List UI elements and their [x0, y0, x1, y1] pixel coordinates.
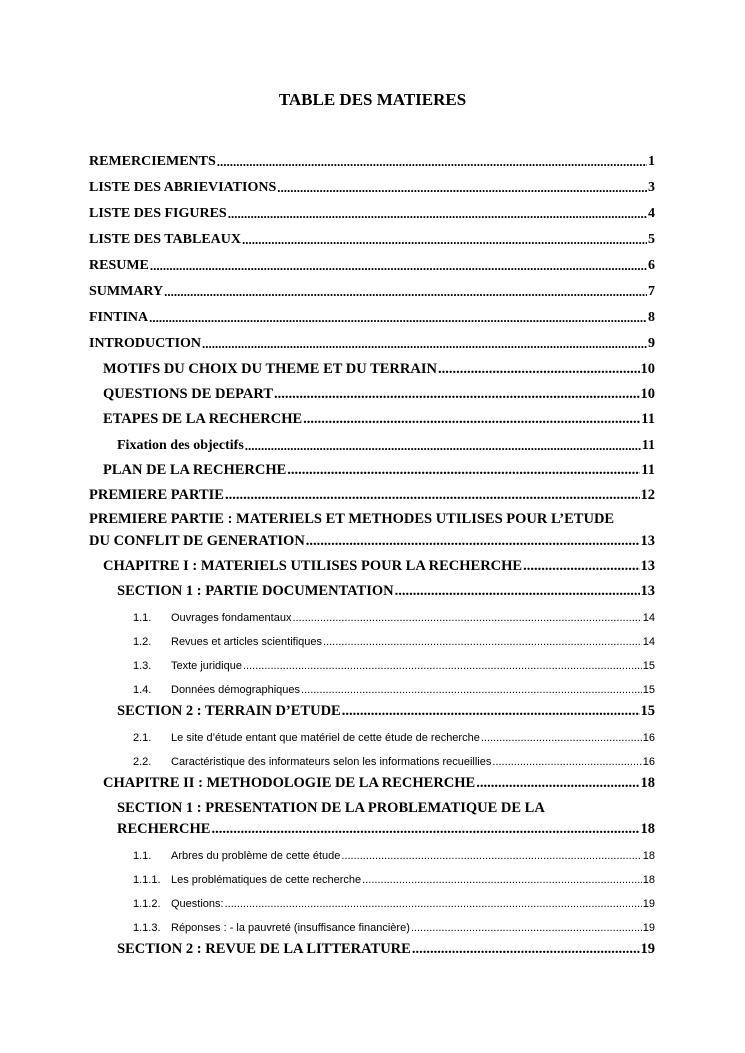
toc-page-number: 18	[642, 874, 655, 886]
toc-entry-1-2-revues[interactable]	[133, 628, 655, 648]
dot-leader	[412, 941, 640, 958]
toc-entry-label: Fixation des objectifs	[117, 438, 244, 453]
dot-leader	[245, 438, 641, 454]
page-title: TABLE DES MATIERES	[278, 90, 467, 109]
toc-page-number: 15	[642, 684, 655, 696]
dot-leader	[481, 732, 642, 744]
toc-entry-summary[interactable]	[89, 280, 655, 300]
toc-page-number: 5	[648, 232, 655, 247]
dot-leader	[438, 361, 640, 378]
toc-page-number: 11	[641, 462, 655, 478]
toc-page-number: 9	[648, 336, 655, 351]
toc-entry-number: 1.1.2.	[133, 898, 161, 910]
toc-entry-number: 1.3.	[133, 660, 152, 672]
toc-entry-1-1-arbres[interactable]	[133, 842, 655, 862]
dot-leader	[149, 310, 647, 326]
toc-page-number: 18	[642, 850, 655, 862]
dot-leader	[287, 462, 640, 479]
toc-page-number: 16	[642, 756, 655, 768]
toc-entry-section-2-revue[interactable]	[117, 938, 655, 958]
toc-entry-number: 1.1.	[133, 850, 152, 862]
toc-entry-number: 1.1.1.	[133, 874, 161, 886]
toc-entry-number: 1.1.	[133, 612, 152, 624]
toc-page-number: 14	[642, 612, 655, 624]
dot-leader	[225, 487, 640, 504]
toc-entry-label: Questions:	[171, 898, 224, 910]
toc-entry-label: SECTION 2 : REVUE DE LA LITTERATURE	[117, 941, 411, 957]
toc-entry-1-1-3-reponses[interactable]	[133, 914, 655, 934]
dot-leader	[341, 850, 641, 862]
toc-entry-chapitre-2[interactable]	[103, 772, 655, 792]
toc-entry-label: Les problématiques de cette recherche	[171, 874, 362, 886]
toc-entry-partie-line1[interactable]: PREMIERE PARTIE : MATERIELS ET METHODES UTILISES POUR L’ETUDE	[89, 511, 615, 527]
dot-leader	[323, 636, 642, 648]
toc-entry-questions-depart[interactable]	[103, 383, 655, 403]
dot-leader	[228, 206, 647, 222]
toc-entry-label: Le site d’étude entant que matériel de cette étude de recherche	[171, 732, 480, 744]
dot-leader	[292, 612, 641, 624]
dot-leader	[476, 775, 639, 792]
toc-page-number: 19	[642, 922, 655, 934]
toc-entry-2-2-informateurs[interactable]	[133, 748, 655, 768]
dot-leader	[225, 898, 642, 910]
toc-page-number: 12	[640, 487, 655, 503]
toc-page-number: 10	[640, 386, 655, 402]
dot-leader	[164, 284, 647, 300]
toc-entry-label: INTRODUCTION	[89, 336, 202, 351]
toc-entry-fixation-objectifs[interactable]	[117, 434, 655, 454]
toc-entry-label: Ouvrages fondamentaux	[171, 612, 292, 624]
dot-leader	[411, 922, 642, 934]
toc-entry-label: MOTIFS DU CHOIX DU THEME ET DU TERRAIN	[103, 361, 437, 377]
toc-page-number: 14	[642, 636, 655, 648]
toc-entry-resume[interactable]	[89, 254, 655, 274]
dot-leader	[242, 232, 647, 248]
toc-entry-1-4-donnees[interactable]	[133, 676, 655, 696]
toc-page-number: 13	[640, 558, 655, 574]
toc-entry-remerciements[interactable]	[89, 150, 655, 170]
toc-page-number: 11	[641, 411, 655, 427]
toc-page-number: 13	[640, 533, 655, 549]
toc-entry-1-1-1-problematiques[interactable]	[133, 866, 655, 886]
toc-entry-1-1-ouvrages[interactable]	[133, 604, 655, 624]
dot-leader	[243, 660, 642, 672]
toc-entry-label: ETAPES DE LA RECHERCHE	[103, 411, 303, 427]
toc-entry-label: LISTE DES TABLEAUX	[89, 232, 241, 247]
toc-entry-label: QUESTIONS DE DEPART	[103, 386, 274, 402]
toc-entry-number: 1.4.	[133, 684, 152, 696]
toc-entry-number: 2.2.	[133, 756, 152, 768]
toc-page-number: 6	[648, 258, 655, 273]
toc-entry-label: Revues et articles scientifiques	[171, 636, 323, 648]
toc-page-number: 16	[642, 732, 655, 744]
toc-page-number: 19	[642, 898, 655, 910]
toc-entry-number: 1.1.3.	[133, 922, 161, 934]
toc-page-number: 3	[648, 180, 655, 195]
dot-leader	[301, 684, 642, 696]
dot-leader	[395, 583, 640, 600]
dot-leader	[211, 821, 639, 838]
toc-entry-motifs[interactable]	[103, 358, 655, 378]
toc-page-number: 18	[640, 821, 655, 837]
dot-leader	[492, 756, 641, 768]
dot-leader	[202, 336, 647, 352]
toc-entry-1-3-texte[interactable]	[133, 652, 655, 672]
toc-page-number: 19	[640, 941, 655, 957]
toc-entry-label: SECTION 1 : PARTIE DOCUMENTATION	[117, 583, 394, 599]
toc-page-number: 18	[640, 775, 655, 791]
toc-entry-section-1-problematique[interactable]	[117, 818, 655, 838]
toc-entry-fintina[interactable]	[89, 306, 655, 326]
toc-entry-label: PREMIERE PARTIE	[89, 487, 224, 503]
dot-leader	[362, 874, 642, 886]
toc-entry-label: DU CONFLIT DE GENERATION	[89, 533, 305, 549]
toc-entry-label: CHAPITRE I : MATERIELS UTILISES POUR LA RECHERCHE	[103, 558, 523, 574]
dot-leader	[303, 411, 640, 428]
toc-entry-label: FINTINA	[89, 310, 149, 325]
toc-entry-label: SECTION 2 : TERRAIN D’ETUDE	[117, 703, 341, 719]
dot-leader	[523, 558, 639, 575]
toc-entry-section-1-line1[interactable]: SECTION 1 : PRESENTATION DE LA PROBLEMATIQUE DE LA	[117, 800, 545, 816]
toc-entry-section-1-documentation[interactable]	[117, 580, 655, 600]
toc-entry-label: REMERCIEMENTS	[89, 154, 216, 169]
toc-entry-tableaux[interactable]	[89, 228, 655, 248]
dot-leader	[150, 258, 647, 274]
toc-page-number: 11	[641, 438, 655, 453]
toc-entry-figures[interactable]	[89, 202, 655, 222]
toc-page-number: 13	[640, 583, 655, 599]
toc-entry-2-1-site[interactable]	[133, 724, 655, 744]
toc-entry-premiere-partie[interactable]	[89, 484, 655, 504]
toc-page-number: 15	[640, 703, 655, 719]
toc-entry-etapes[interactable]	[103, 408, 655, 428]
toc-entry-label: Données démographiques	[171, 684, 301, 696]
toc-page-number: 1	[648, 154, 655, 169]
toc-entry-label: LISTE DES FIGURES	[89, 206, 227, 221]
toc-page-number: 10	[640, 361, 655, 377]
toc-entry-label: Texte juridique	[171, 660, 242, 672]
toc-page-number: 7	[648, 284, 655, 299]
toc-entry-section-2-terrain[interactable]	[117, 700, 655, 720]
toc-entry-label: Arbres du problème de cette étude	[171, 850, 341, 862]
toc-entry-abrieviations[interactable]	[89, 176, 655, 196]
toc-entry-plan[interactable]	[103, 459, 655, 479]
dot-leader	[342, 703, 640, 720]
toc-entry-label: RECHERCHE	[117, 821, 211, 837]
dot-leader	[277, 180, 647, 196]
toc-entry-number: 1.2.	[133, 636, 152, 648]
toc-entry-number: 2.1.	[133, 732, 152, 744]
toc-entry-label: LISTE DES ABRIEVIATIONS	[89, 180, 277, 195]
toc-entry-1-1-2-questions[interactable]	[133, 890, 655, 910]
dot-leader	[306, 533, 640, 550]
toc-entry-label: CHAPITRE II : METHODOLOGIE DE LA RECHERCHE	[103, 775, 476, 791]
toc-entry-partie-materiels[interactable]	[89, 530, 655, 550]
toc-entry-introduction[interactable]	[89, 332, 655, 352]
toc-entry-chapitre-1[interactable]	[103, 555, 655, 575]
toc-entry-label: SUMMARY	[89, 284, 164, 299]
dot-leader	[217, 154, 647, 170]
toc-page-number: 8	[648, 310, 655, 325]
toc-entry-label: RESUME	[89, 258, 149, 273]
toc-page-number: 4	[648, 206, 655, 221]
toc-entry-label: PLAN DE LA RECHERCHE	[103, 462, 287, 478]
toc-entry-label: Caractéristique des informateurs selon les informations recueillies	[171, 756, 492, 768]
toc-entry-label: Réponses : - la pauvreté (insuffisance financière)	[171, 922, 410, 934]
toc-page-number: 15	[642, 660, 655, 672]
dot-leader	[274, 386, 639, 403]
